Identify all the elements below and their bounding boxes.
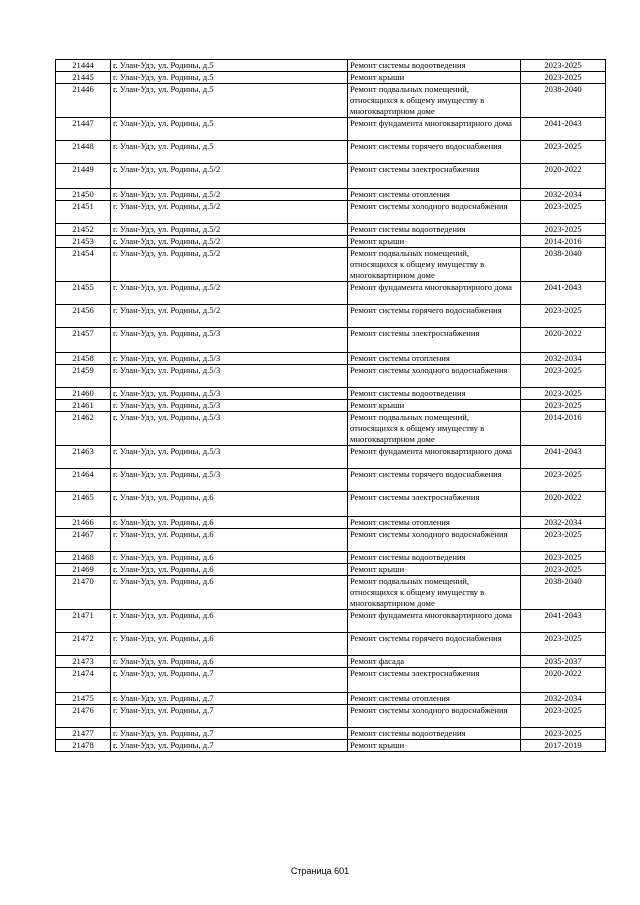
row-number-cell: 21470: [56, 576, 111, 610]
row-number-cell: 21456: [56, 305, 111, 328]
row-number-cell: 21447: [56, 118, 111, 141]
table-row: [56, 693, 606, 705]
table-row: [56, 60, 606, 72]
table-row: [56, 236, 606, 248]
period-cell: 2032-2034: [521, 353, 606, 365]
table-row: [56, 576, 606, 610]
table-row: [56, 740, 606, 752]
table-row: [56, 305, 606, 328]
period-cell: 2023-2025: [521, 728, 606, 740]
work-type-cell: Ремонт системы электроснабжения: [348, 668, 521, 693]
row-number-cell: 21463: [56, 446, 111, 469]
address-cell: г. Улан-Удэ, ул. Родины, д.6: [111, 492, 348, 517]
table-row: [56, 282, 606, 305]
address-cell: г. Улан-Удэ, ул. Родины, д.7: [111, 693, 348, 705]
table-row: [56, 201, 606, 224]
work-type-cell: Ремонт системы холодного водоснабжения: [348, 365, 521, 388]
table-row: [56, 446, 606, 469]
table-row: [56, 388, 606, 400]
address-cell: г. Улан-Удэ, ул. Родины, д.5/3: [111, 353, 348, 365]
address-cell: г. Улан-Удэ, ул. Родины, д.5: [111, 141, 348, 164]
address-cell: г. Улан-Удэ, ул. Родины, д.7: [111, 740, 348, 752]
table-row: [56, 517, 606, 529]
table-row: [56, 705, 606, 728]
address-cell: г. Улан-Удэ, ул. Родины, д.5/2: [111, 236, 348, 248]
row-number-cell: 21451: [56, 201, 111, 224]
table-row: [56, 412, 606, 446]
address-cell: г. Улан-Удэ, ул. Родины, д.6: [111, 576, 348, 610]
page-number-footer: Страница 601: [290, 866, 350, 876]
table-row: [56, 400, 606, 412]
work-type-cell: Ремонт подвальных помещений, относящихся к общему имуществу в многоквартирном доме: [348, 576, 521, 610]
row-number-cell: 21476: [56, 705, 111, 728]
table-row: [56, 365, 606, 388]
work-type-cell: Ремонт системы отопления: [348, 189, 521, 201]
table-row: [56, 492, 606, 517]
table-row: [56, 84, 606, 118]
row-number-cell: 21472: [56, 633, 111, 656]
table-row: [56, 610, 606, 633]
period-cell: 2035-2037: [521, 656, 606, 668]
work-type-cell: Ремонт подвальных помещений, относящихся к общему имуществу в многоквартирном доме: [348, 248, 521, 282]
row-number-cell: 21448: [56, 141, 111, 164]
address-cell: г. Улан-Удэ, ул. Родины, д.6: [111, 610, 348, 633]
period-cell: 2014-2016: [521, 236, 606, 248]
address-cell: г. Улан-Удэ, ул. Родины, д.5/2: [111, 248, 348, 282]
work-type-cell: Ремонт системы горячего водоснабжения: [348, 469, 521, 492]
work-type-cell: Ремонт фундамента многоквартирного дома: [348, 446, 521, 469]
work-type-cell: Ремонт системы холодного водоснабжения: [348, 705, 521, 728]
work-type-cell: Ремонт системы холодного водоснабжения: [348, 529, 521, 552]
table-row: [56, 728, 606, 740]
work-type-cell: Ремонт крыши: [348, 72, 521, 84]
row-number-cell: 21457: [56, 328, 111, 353]
table-row: [56, 552, 606, 564]
address-cell: г. Улан-Удэ, ул. Родины, д.7: [111, 668, 348, 693]
address-cell: г. Улан-Удэ, ул. Родины, д.5/3: [111, 400, 348, 412]
row-number-cell: 21449: [56, 164, 111, 189]
period-cell: 2032-2034: [521, 189, 606, 201]
row-number-cell: 21446: [56, 84, 111, 118]
period-cell: 2038-2040: [521, 576, 606, 610]
address-cell: г. Улан-Удэ, ул. Родины, д.5/2: [111, 282, 348, 305]
work-type-cell: Ремонт системы водоотведения: [348, 388, 521, 400]
row-number-cell: 21464: [56, 469, 111, 492]
address-cell: г. Улан-Удэ, ул. Родины, д.5/2: [111, 189, 348, 201]
table-row: [56, 633, 606, 656]
period-cell: 2032-2034: [521, 517, 606, 529]
address-cell: г. Улан-Удэ, ул. Родины, д.5/3: [111, 469, 348, 492]
address-cell: г. Улан-Удэ, ул. Родины, д.5/3: [111, 328, 348, 353]
address-cell: г. Улан-Удэ, ул. Родины, д.5/2: [111, 201, 348, 224]
address-cell: г. Улан-Удэ, ул. Родины, д.7: [111, 705, 348, 728]
table-body: [56, 60, 606, 752]
period-cell: 2014-2016: [521, 412, 606, 446]
period-cell: 2023-2025: [521, 224, 606, 236]
work-type-cell: Ремонт крыши: [348, 740, 521, 752]
period-cell: 2020-2022: [521, 668, 606, 693]
work-type-cell: Ремонт системы электроснабжения: [348, 328, 521, 353]
table-row: [56, 189, 606, 201]
address-cell: г. Улан-Удэ, ул. Родины, д.6: [111, 564, 348, 576]
address-cell: г. Улан-Удэ, ул. Родины, д.5/2: [111, 305, 348, 328]
work-type-cell: Ремонт системы отопления: [348, 693, 521, 705]
address-cell: г. Улан-Удэ, ул. Родины, д.6: [111, 552, 348, 564]
row-number-cell: 21462: [56, 412, 111, 446]
period-cell: 2023-2025: [521, 529, 606, 552]
address-cell: г. Улан-Удэ, ул. Родины, д.5/2: [111, 224, 348, 236]
address-cell: г. Улан-Удэ, ул. Родины, д.6: [111, 529, 348, 552]
row-number-cell: 21444: [56, 60, 111, 72]
table-row: [56, 224, 606, 236]
row-number-cell: 21475: [56, 693, 111, 705]
row-number-cell: 21459: [56, 365, 111, 388]
table-row: [56, 328, 606, 353]
row-number-cell: 21467: [56, 529, 111, 552]
work-type-cell: Ремонт системы водоотведения: [348, 224, 521, 236]
period-cell: 2023-2025: [521, 201, 606, 224]
row-number-cell: 21477: [56, 728, 111, 740]
address-cell: г. Улан-Удэ, ул. Родины, д.6: [111, 517, 348, 529]
row-number-cell: 21453: [56, 236, 111, 248]
table-row: [56, 668, 606, 693]
row-number-cell: 21469: [56, 564, 111, 576]
period-cell: 2023-2025: [521, 564, 606, 576]
work-type-cell: Ремонт системы водоотведения: [348, 552, 521, 564]
period-cell: 2023-2025: [521, 305, 606, 328]
table-row: [56, 564, 606, 576]
table-row: [56, 529, 606, 552]
period-cell: 2023-2025: [521, 388, 606, 400]
period-cell: 2023-2025: [521, 141, 606, 164]
row-number-cell: 21468: [56, 552, 111, 564]
table-row: [56, 353, 606, 365]
period-cell: 2041-2043: [521, 446, 606, 469]
work-type-cell: Ремонт крыши: [348, 564, 521, 576]
work-type-cell: Ремонт фундамента многоквартирного дома: [348, 282, 521, 305]
work-type-cell: Ремонт фундамента многоквартирного дома: [348, 118, 521, 141]
work-type-cell: Ремонт системы холодного водоснабжения: [348, 201, 521, 224]
row-number-cell: 21445: [56, 72, 111, 84]
period-cell: 2023-2025: [521, 72, 606, 84]
table-row: [56, 164, 606, 189]
period-cell: 2038-2040: [521, 84, 606, 118]
work-type-cell: Ремонт системы отопления: [348, 353, 521, 365]
period-cell: 2038-2040: [521, 248, 606, 282]
address-cell: г. Улан-Удэ, ул. Родины, д.5/3: [111, 412, 348, 446]
address-cell: г. Улан-Удэ, ул. Родины, д.5/3: [111, 388, 348, 400]
address-cell: г. Улан-Удэ, ул. Родины, д.5: [111, 60, 348, 72]
work-type-cell: Ремонт системы горячего водоснабжения: [348, 141, 521, 164]
address-cell: г. Улан-Удэ, ул. Родины, д.5: [111, 118, 348, 141]
period-cell: 2023-2025: [521, 705, 606, 728]
row-number-cell: 21465: [56, 492, 111, 517]
row-number-cell: 21455: [56, 282, 111, 305]
work-type-cell: Ремонт системы отопления: [348, 517, 521, 529]
row-number-cell: 21471: [56, 610, 111, 633]
work-type-cell: Ремонт системы электроснабжения: [348, 492, 521, 517]
address-cell: г. Улан-Удэ, ул. Родины, д.7: [111, 728, 348, 740]
address-cell: г. Улан-Удэ, ул. Родины, д.5: [111, 84, 348, 118]
period-cell: 2020-2022: [521, 492, 606, 517]
period-cell: 2023-2025: [521, 633, 606, 656]
row-number-cell: 21473: [56, 656, 111, 668]
address-cell: г. Улан-Удэ, ул. Родины, д.5/3: [111, 365, 348, 388]
work-type-cell: Ремонт системы водоотведения: [348, 728, 521, 740]
row-number-cell: 21461: [56, 400, 111, 412]
period-cell: 2041-2043: [521, 118, 606, 141]
row-number-cell: 21466: [56, 517, 111, 529]
table-row: [56, 141, 606, 164]
period-cell: 2020-2022: [521, 328, 606, 353]
period-cell: 2023-2025: [521, 469, 606, 492]
address-cell: г. Улан-Удэ, ул. Родины, д.6: [111, 633, 348, 656]
period-cell: 2023-2025: [521, 60, 606, 72]
work-type-cell: Ремонт подвальных помещений, относящихся к общему имуществу в многоквартирном доме: [348, 84, 521, 118]
work-type-cell: Ремонт системы горячего водоснабжения: [348, 633, 521, 656]
row-number-cell: 21452: [56, 224, 111, 236]
period-cell: 2023-2025: [521, 400, 606, 412]
period-cell: 2023-2025: [521, 552, 606, 564]
table-row: [56, 72, 606, 84]
period-cell: 2041-2043: [521, 282, 606, 305]
row-number-cell: 21474: [56, 668, 111, 693]
work-type-cell: Ремонт фундамента многоквартирного дома: [348, 610, 521, 633]
address-cell: г. Улан-Удэ, ул. Родины, д.5/3: [111, 446, 348, 469]
period-cell: 2032-2034: [521, 693, 606, 705]
table-row: [56, 656, 606, 668]
row-number-cell: 21478: [56, 740, 111, 752]
work-type-cell: Ремонт крыши: [348, 236, 521, 248]
row-number-cell: 21460: [56, 388, 111, 400]
address-cell: г. Улан-Удэ, ул. Родины, д.6: [111, 656, 348, 668]
table-row: [56, 469, 606, 492]
table-row: [56, 118, 606, 141]
row-number-cell: 21454: [56, 248, 111, 282]
period-cell: 2017-2019: [521, 740, 606, 752]
work-type-cell: Ремонт системы водоотведения: [348, 60, 521, 72]
period-cell: 2041-2043: [521, 610, 606, 633]
work-type-cell: Ремонт фасада: [348, 656, 521, 668]
work-type-cell: Ремонт подвальных помещений, относящихся к общему имуществу в многоквартирном доме: [348, 412, 521, 446]
row-number-cell: 21450: [56, 189, 111, 201]
period-cell: 2023-2025: [521, 365, 606, 388]
work-type-cell: Ремонт системы электроснабжения: [348, 164, 521, 189]
address-cell: г. Улан-Удэ, ул. Родины, д.5/2: [111, 164, 348, 189]
work-type-cell: Ремонт системы горячего водоснабжения: [348, 305, 521, 328]
address-cell: г. Улан-Удэ, ул. Родины, д.5: [111, 72, 348, 84]
repair-schedule-table: [55, 59, 606, 752]
work-type-cell: Ремонт крыши: [348, 400, 521, 412]
table-row: [56, 248, 606, 282]
row-number-cell: 21458: [56, 353, 111, 365]
period-cell: 2020-2022: [521, 164, 606, 189]
